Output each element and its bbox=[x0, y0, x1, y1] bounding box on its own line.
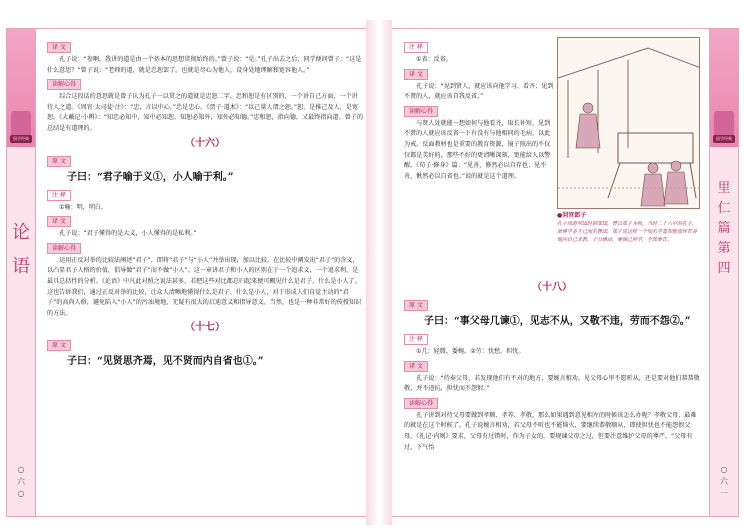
insight-tag: 读解心得 bbox=[404, 398, 438, 409]
illustration-image bbox=[557, 37, 700, 209]
annotation-tag: 注 释 bbox=[404, 42, 428, 53]
chapter-title-char: 第 bbox=[717, 241, 731, 256]
insight-tag: 读解心得 bbox=[47, 243, 81, 254]
book-gutter bbox=[366, 20, 392, 525]
original-tag: 原 文 bbox=[404, 300, 428, 311]
series-badge: 国学经典 bbox=[10, 135, 32, 143]
annotation-tag: 注 释 bbox=[404, 334, 428, 345]
insight-paragraph: 孔子讲到对待父母要做到孝顺、孝养、孝敬，那么如果遇到意见相左的时候该怎么办呢？孝敬父母，最难的就是在这个时候了。孔子说婉言相劝，若父母不听也不能恼火，要继续恭敬顺从，即使担忧也不能怨恨父母。《礼记·内则》要求，父母有过错时，作为子女的，要规谏父母之过，但要注意维护父母的尊严。“父母有过，下气怡 bbox=[404, 411, 697, 451]
translation-tag: 译 文 bbox=[47, 216, 71, 227]
illustration-title: ●问官郎子 bbox=[557, 212, 587, 219]
illustration-drawing bbox=[558, 38, 700, 209]
insight-tag: 读解心得 bbox=[47, 79, 81, 90]
translation-paragraph: 孔子说：“侍奉父母，若发现他们有不对的地方，要婉言相劝。见父母心里不愿听从，还是要对他们恭恭敬敬，并不违抗，担忧而不怨恨。” bbox=[404, 374, 700, 393]
chapter-title-char: 篇 bbox=[717, 221, 731, 236]
annotation-text: ①几：轻微、委婉。②劳：忧愁，担忧。 bbox=[416, 348, 525, 355]
original-tag: 原 文 bbox=[47, 340, 71, 351]
right-sidebar bbox=[709, 28, 739, 517]
illustration bbox=[557, 37, 700, 247]
original-quote: 子曰：“见贤思齐焉，见不贤而内自省也①。” bbox=[67, 356, 264, 368]
illustration-caption: 孔子周游列国时到郑国，曾以郑子为师，当时二十六岁的孔子，虽博学多才已闻名鲁国，郑子见这样一个知名学者却能虚怀若谷地向自己求教，十分感动，便倾己所学，全部奉告。 bbox=[557, 221, 698, 243]
translation-paragraph: 孔子说：“参啊，我讲的道是由一个基本的思想贯彻始终的。”曾子说：“是。”孔子出去之后，同学便问曾子：“这是什么意思？”曾子说：“老师的道，就是忠恕罢了。也就是尽心为他人，设身处地理解和宽容他人。” bbox=[47, 56, 362, 74]
page-number-char: 一 bbox=[720, 489, 728, 498]
left-sidebar bbox=[6, 28, 36, 517]
original-quote: 子曰：“君子喻于义①，小人喻于利。” bbox=[67, 171, 234, 183]
section-number: （十八） bbox=[532, 282, 572, 293]
annotation-text: ①省：反省。 bbox=[416, 56, 452, 63]
annotation-tag: 注 释 bbox=[47, 190, 71, 201]
page-number-char: ○ bbox=[17, 465, 25, 474]
section-number: （十七） bbox=[185, 322, 225, 334]
right-text-column bbox=[404, 39, 554, 182]
annotation-text: ①喻：明，明白。 bbox=[59, 203, 108, 211]
page-number-char: ○ bbox=[17, 489, 25, 498]
sidebar-ornament bbox=[710, 29, 738, 147]
translation-tag: 译 文 bbox=[404, 69, 428, 80]
insight-paragraph: 运用正反对举的比较法阐述“君子”，即将“君子”与“小人”并举出现，加以比较，在比较中阐发出“君子”的含义，以凸显君子人格的价值，倡导做“君子”而不做“小人”。这一章讲君子和小人的区别在于一个追求义，一个追求利，是最具总括性的分析。《论语》中凡此对照之说法甚多，若把这些对比都总归起来便可概见什么是君子、什么是小人了。这也告诉我们，通过正反对举的比较，让众人清晰地懂得什么是君子、什么是小人，对于形成人们自觉主动的“君子”的高尚人格，避免陷入“小人”的污浊境地，无疑有很大的启迪意义和指导意义。当然，也是一种非常好的传授知识的方法。 bbox=[47, 256, 362, 317]
book-title-char: 论 bbox=[12, 222, 30, 243]
insight-paragraph: 综合这段话的意思就是曾子认为孔子一以贯之的道就是忠恕二字。忠和恕是有区别的，一个讲自己方面，一个讲待人之道。《周官·大司徒·注》：“忠，言以中心。”忠是忠心。《贾子·道术》：“以己量人谓之恕。”恕，是推己及人，是宽恕。《大戴记·小辨》：“知忠必知中，知中必知恕，知恕必知外，知外必知德。”忠和恕，指向德，又最终指向道。曾子的总结是有道理的。 bbox=[47, 93, 363, 132]
left-page bbox=[6, 28, 366, 517]
chapter-title-char: 仁 bbox=[717, 201, 731, 216]
page-number-char: 六 bbox=[720, 477, 728, 486]
translation-tag: 译 文 bbox=[47, 42, 71, 53]
sidebar-ornament bbox=[7, 29, 35, 147]
insight-paragraph: 与贤人处就能一想如何与他看齐，取长补短，见到不贤的人就应该反省一下有没有与他相同的毛病，以此为戒。反面教材也是重要的教育资源，镜子照出的不仅仅都是美好的，那些不好的更清晰深刻，更能给人以警醒。《荀子·修身》篇：“见善，修然必以自存也；见不善，愀然必以自省也。”说的就是这个道理。 bbox=[404, 119, 551, 180]
section-number: （十六） bbox=[185, 137, 225, 149]
page-number-char: 六 bbox=[17, 477, 25, 486]
chapter-title-char: 四 bbox=[717, 261, 731, 276]
right-lower-content bbox=[404, 279, 700, 453]
series-badge: 国学经典 bbox=[713, 135, 735, 143]
book-title-char: 语 bbox=[12, 256, 30, 277]
left-page-content bbox=[47, 39, 363, 371]
original-quote: 子曰：“事父母几谏①，见志不从，又敬不违，劳而不怨②。” bbox=[424, 316, 691, 327]
original-tag: 原 文 bbox=[47, 156, 71, 167]
insight-tag: 读解心得 bbox=[404, 106, 438, 117]
chapter-title-char: 里 bbox=[717, 181, 731, 196]
translation-tag: 译 文 bbox=[404, 361, 428, 372]
translation-paragraph: 孔子说：“见到贤人，就应该向他学习、看齐；见到不贤的人，就应该自我反省。” bbox=[404, 82, 554, 101]
right-page bbox=[392, 28, 739, 517]
page-number-char: ○ bbox=[720, 465, 728, 474]
translation-paragraph: 孔子说：“君子懂得的是大义，小人懂得的是私利。” bbox=[59, 230, 197, 238]
